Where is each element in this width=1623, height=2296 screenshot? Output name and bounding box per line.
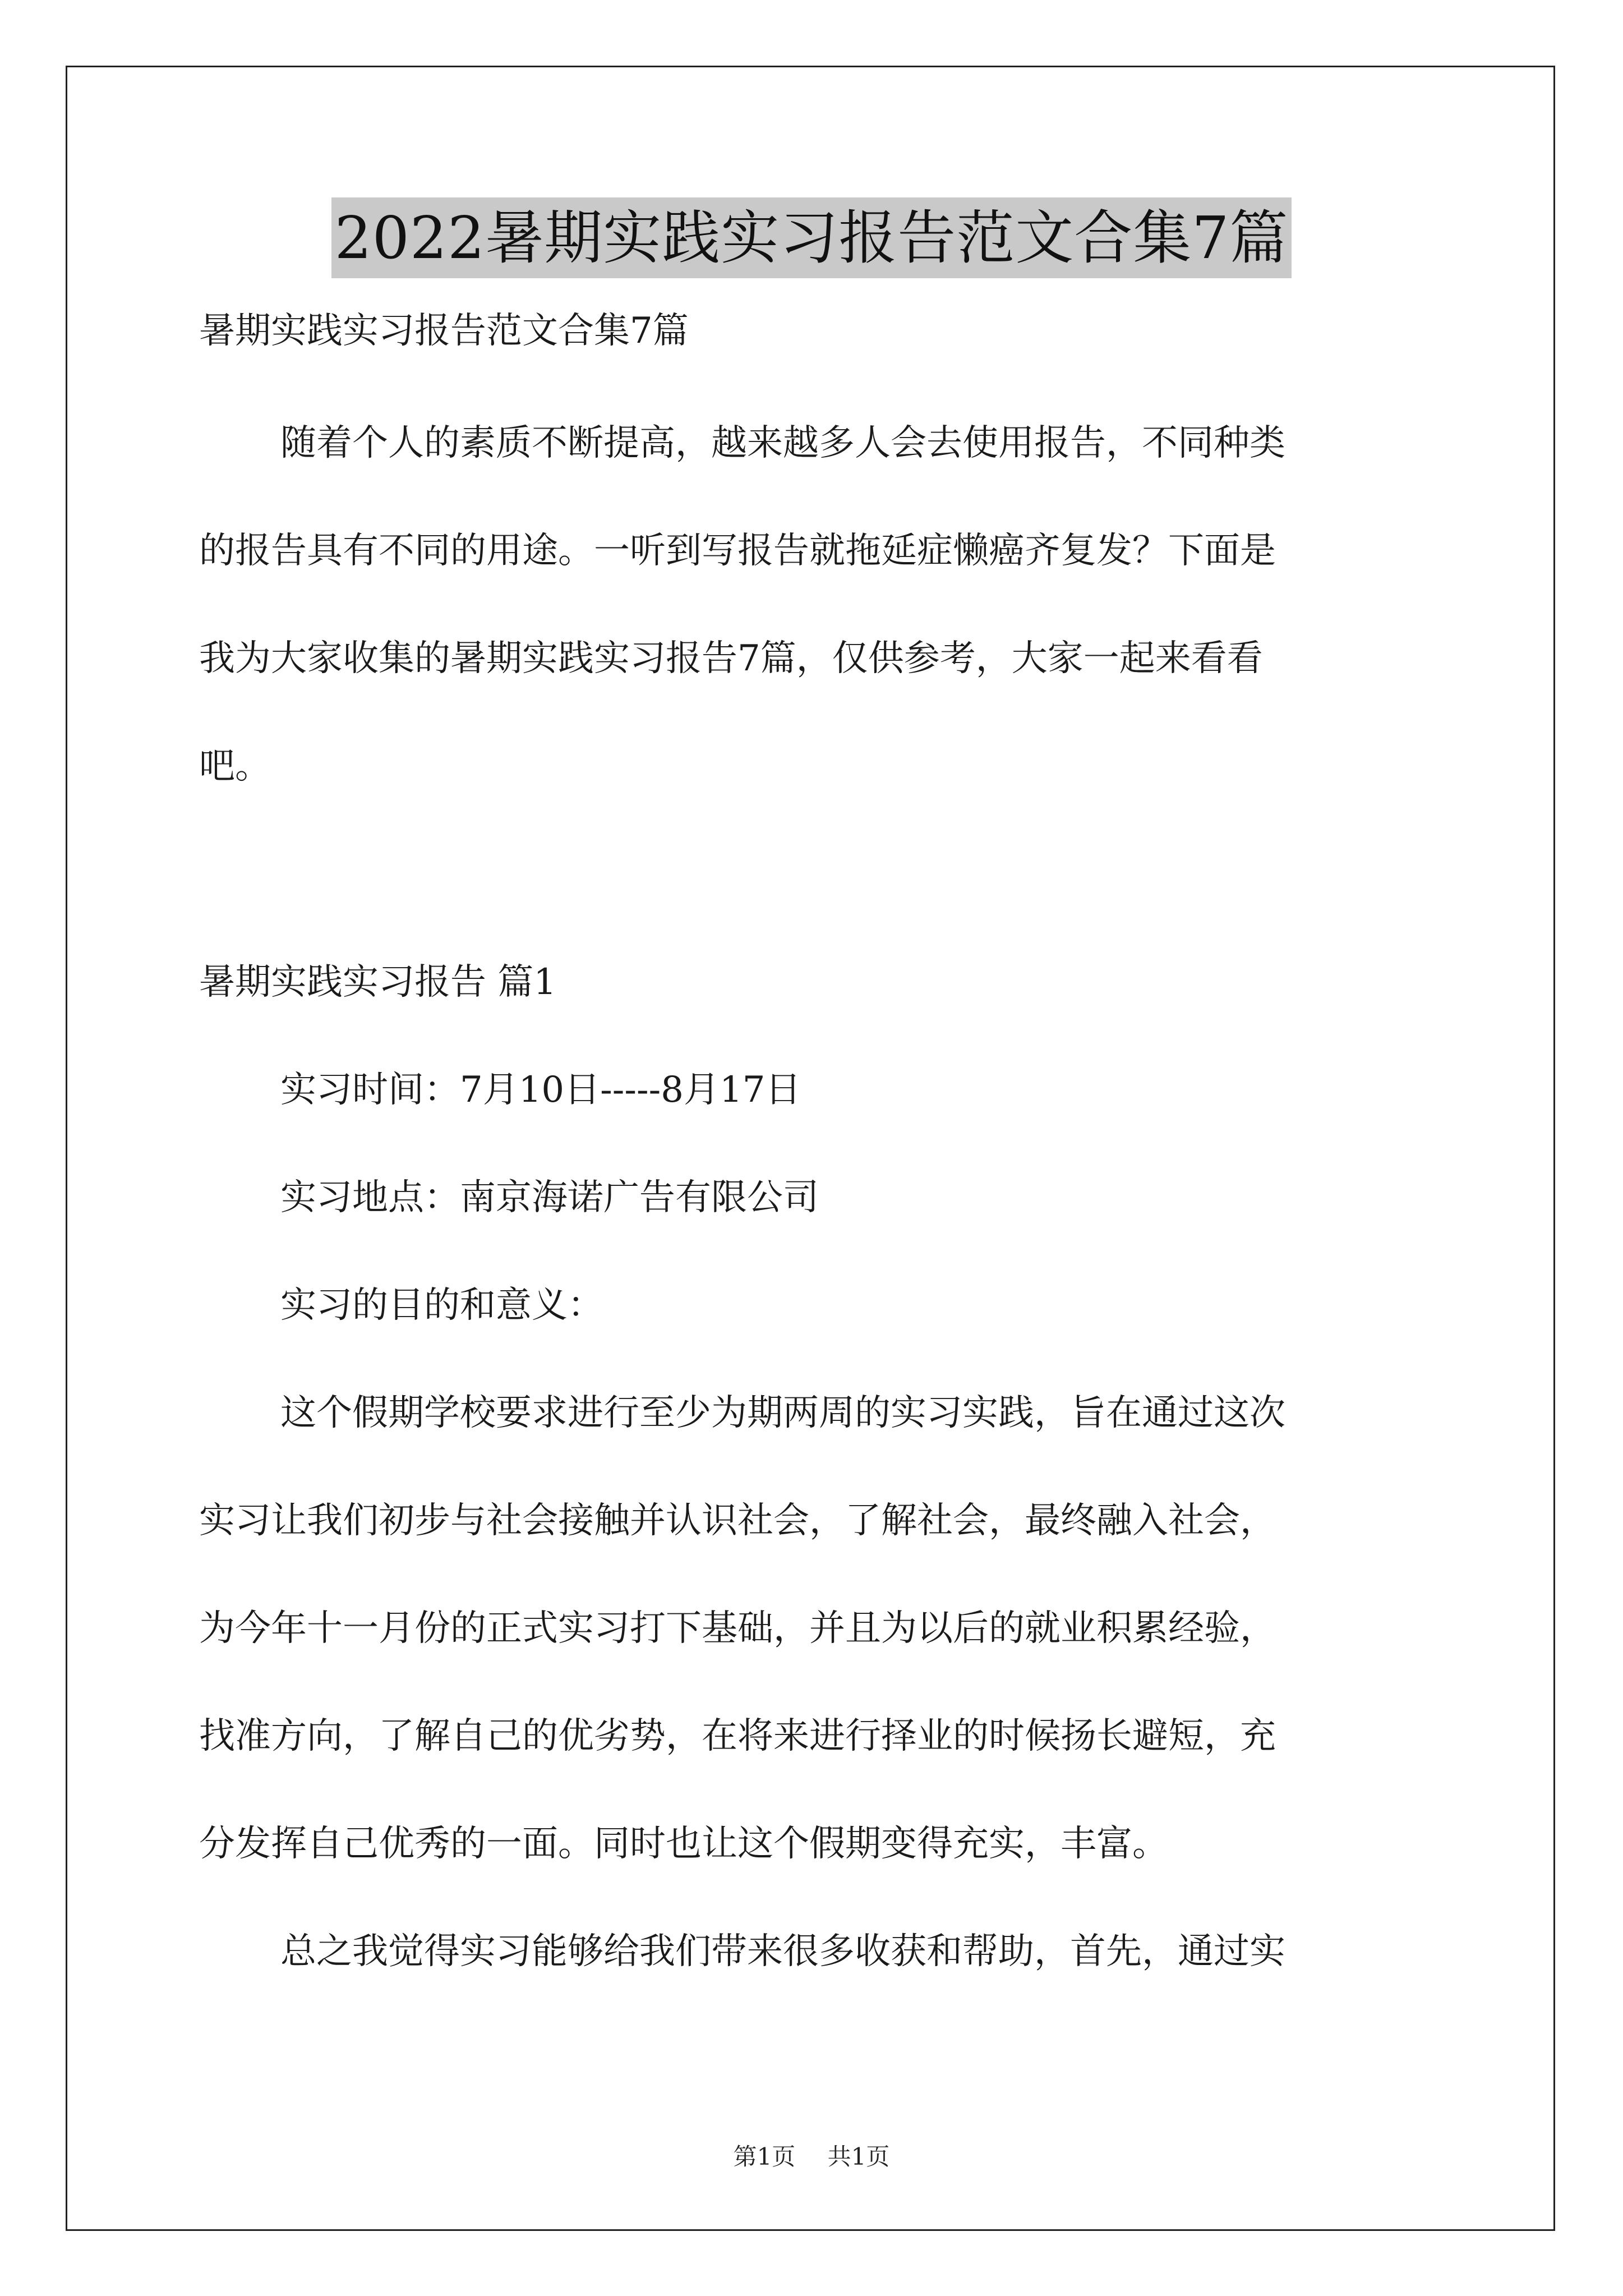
- page-number: 第1页: [733, 2143, 796, 2170]
- paragraph-line: 实习时间：7月10日-----8月17日: [280, 1069, 801, 1111]
- paragraph-line: 的报告具有不同的用途。一听到写报告就拖延症懒癌齐复发？下面是: [199, 530, 1276, 572]
- paragraph-line: 总之我觉得实习能够给我们带来很多收获和帮助，首先，通过实: [280, 1931, 1285, 1972]
- paragraph-line: 找准方向，了解自己的优劣势，在将来进行择业的时候扬长避短，充: [199, 1715, 1276, 1757]
- section-heading: 暑期实践实习报告 篇1: [199, 961, 557, 1003]
- paragraph-line: 实习的目的和意义：: [280, 1285, 603, 1326]
- page-footer: [0, 2140, 1623, 2174]
- paragraph-line: 这个假期学校要求进行至少为期两周的实习实践，旨在通过这次: [280, 1392, 1285, 1434]
- paragraph-line: 为今年十一月份的正式实习打下基础，并且为以后的就业积累经验，: [199, 1608, 1276, 1649]
- document-title: 2022暑期实践实习报告范文合集7篇: [331, 197, 1292, 278]
- paragraph-line: 随着个人的素质不断提高，越来越多人会去使用报告，不同种类: [280, 422, 1285, 464]
- paragraph-line: 吧。: [199, 746, 271, 787]
- page-total: 共1页: [827, 2143, 890, 2170]
- subtitle-line: 暑期实践实习报告范文合集7篇: [199, 310, 689, 352]
- title-container: [0, 197, 1623, 278]
- paragraph-line: 分发挥自己优秀的一面。同时也让这个假期变得充实，丰富。: [199, 1823, 1168, 1865]
- paragraph-line: 我为大家收集的暑期实践实习报告7篇，仅供参考，大家一起来看看: [199, 638, 1263, 679]
- document-body: [199, 303, 1433, 1980]
- paragraph-line: 实习地点：南京海诺广告有限公司: [280, 1177, 819, 1218]
- paragraph-line: 实习让我们初步与社会接触并认识社会，了解社会，最终融入社会，: [199, 1500, 1276, 1542]
